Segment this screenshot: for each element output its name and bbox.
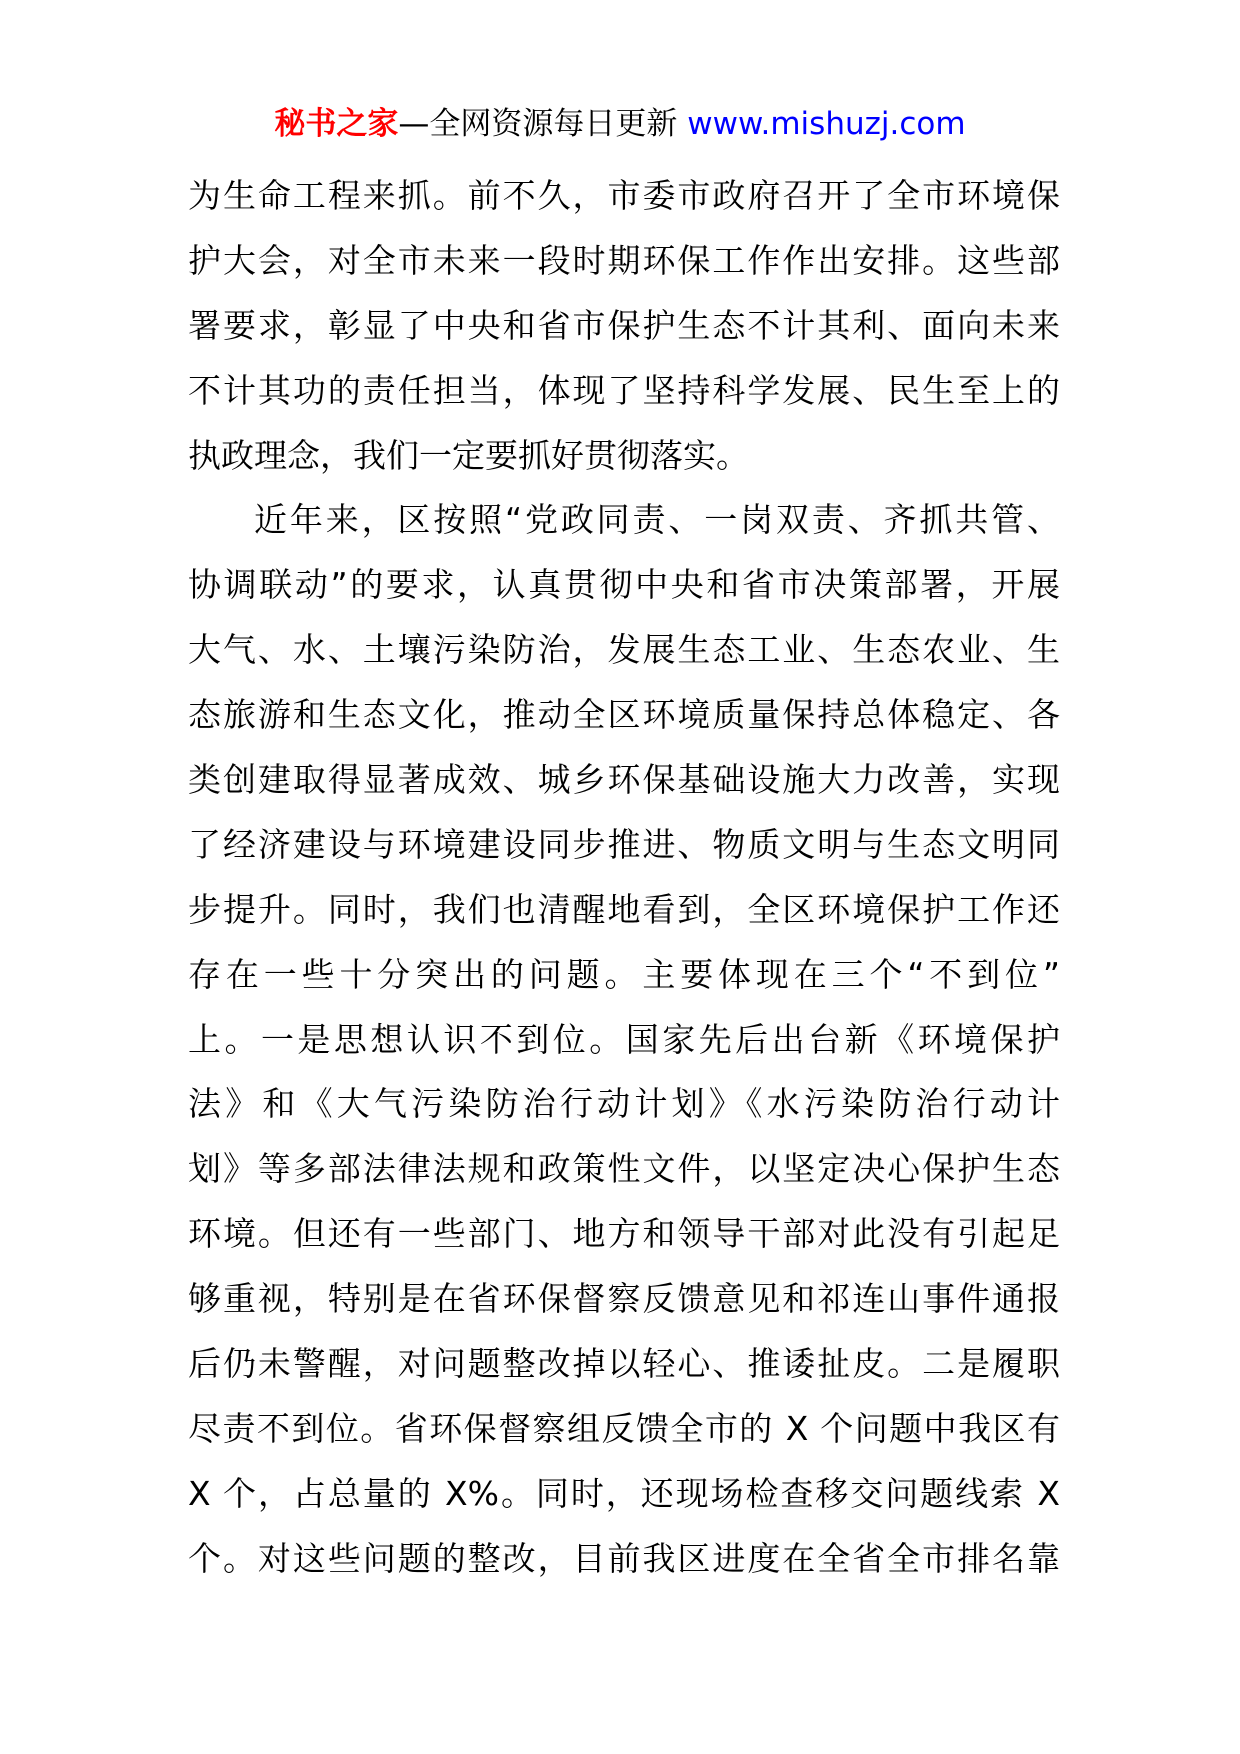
text-line: 环境。但还有一些部门、地方和领导干部对此没有引起足 — [188, 1214, 1060, 1254]
text-line: 上。一是思想认识不到位。国家先后出台新《环境保护 — [188, 1019, 1060, 1059]
text-line: 护大会，对全市未来一段时期环保工作作出安排。这些部 — [188, 240, 1060, 280]
text-line: 后仍未警醒，对问题整改掉以轻心、推诿扯皮。二是履职 — [188, 1344, 1060, 1384]
text-line: 不计其功的责任担当，体现了坚持科学发展、民生至上的 — [188, 370, 1060, 410]
site-url-link[interactable]: www.mishuzj.com — [687, 106, 966, 142]
site-tagline: —全网资源每日更新 — [398, 106, 678, 142]
text-line: 法》和《大气污染防治行动计划》《水污染防治行动计 — [188, 1084, 1060, 1124]
site-header — [0, 104, 1240, 144]
text-line: 为生命工程来抓。前不久，市委市政府召开了全市环境保 — [188, 176, 1060, 215]
text-line: 大气、水、土壤污染防治，发展生态工业、生态农业、生 — [188, 630, 1060, 670]
text-line: 态旅游和生态文化，推动全区环境质量保持总体稳定、各 — [188, 695, 1060, 735]
site-brand: 秘书之家 — [274, 106, 399, 142]
text-line: 存在一些十分突出的问题。主要体现在三个“不到位” — [188, 954, 1060, 994]
text-line: 署要求，彰显了中央和省市保护生态不计其利、面向未来 — [188, 305, 1060, 345]
document-body — [188, 164, 1060, 1592]
text-line: 够重视，特别是在省环保督察反馈意见和祁连山事件通报 — [188, 1279, 1060, 1319]
text-line: 执政理念，我们一定要抓好贯彻落实。 — [188, 435, 749, 475]
text-line: 了经济建设与环境建设同步推进、物质文明与生态文明同 — [188, 824, 1060, 864]
text-line: 划》等多部法律法规和政策性文件，以坚定决心保护生态 — [188, 1149, 1060, 1189]
text-line: 步提升。同时，我们也清醒地看到，全区环境保护工作还 — [188, 889, 1060, 929]
text-line: 类创建取得显著成效、城乡环保基础设施大力改善，实现 — [188, 760, 1060, 800]
text-line: 近年来，区按照“党政同责、一岗双责、齐抓共管、 — [254, 500, 1060, 540]
text-line: 协调联动”的要求，认真贯彻中央和省市决策部署，开展 — [188, 565, 1060, 605]
text-line: 个。对这些问题的整改，目前我区进度在全省全市排名靠 — [188, 1538, 1060, 1578]
text-line: 尽责不到位。省环保督察组反馈全市的 X 个问题中我区有 — [188, 1408, 1060, 1448]
text-line: X 个，占总量的 X%。同时，还现场检查移交问题线索 X — [188, 1473, 1060, 1513]
